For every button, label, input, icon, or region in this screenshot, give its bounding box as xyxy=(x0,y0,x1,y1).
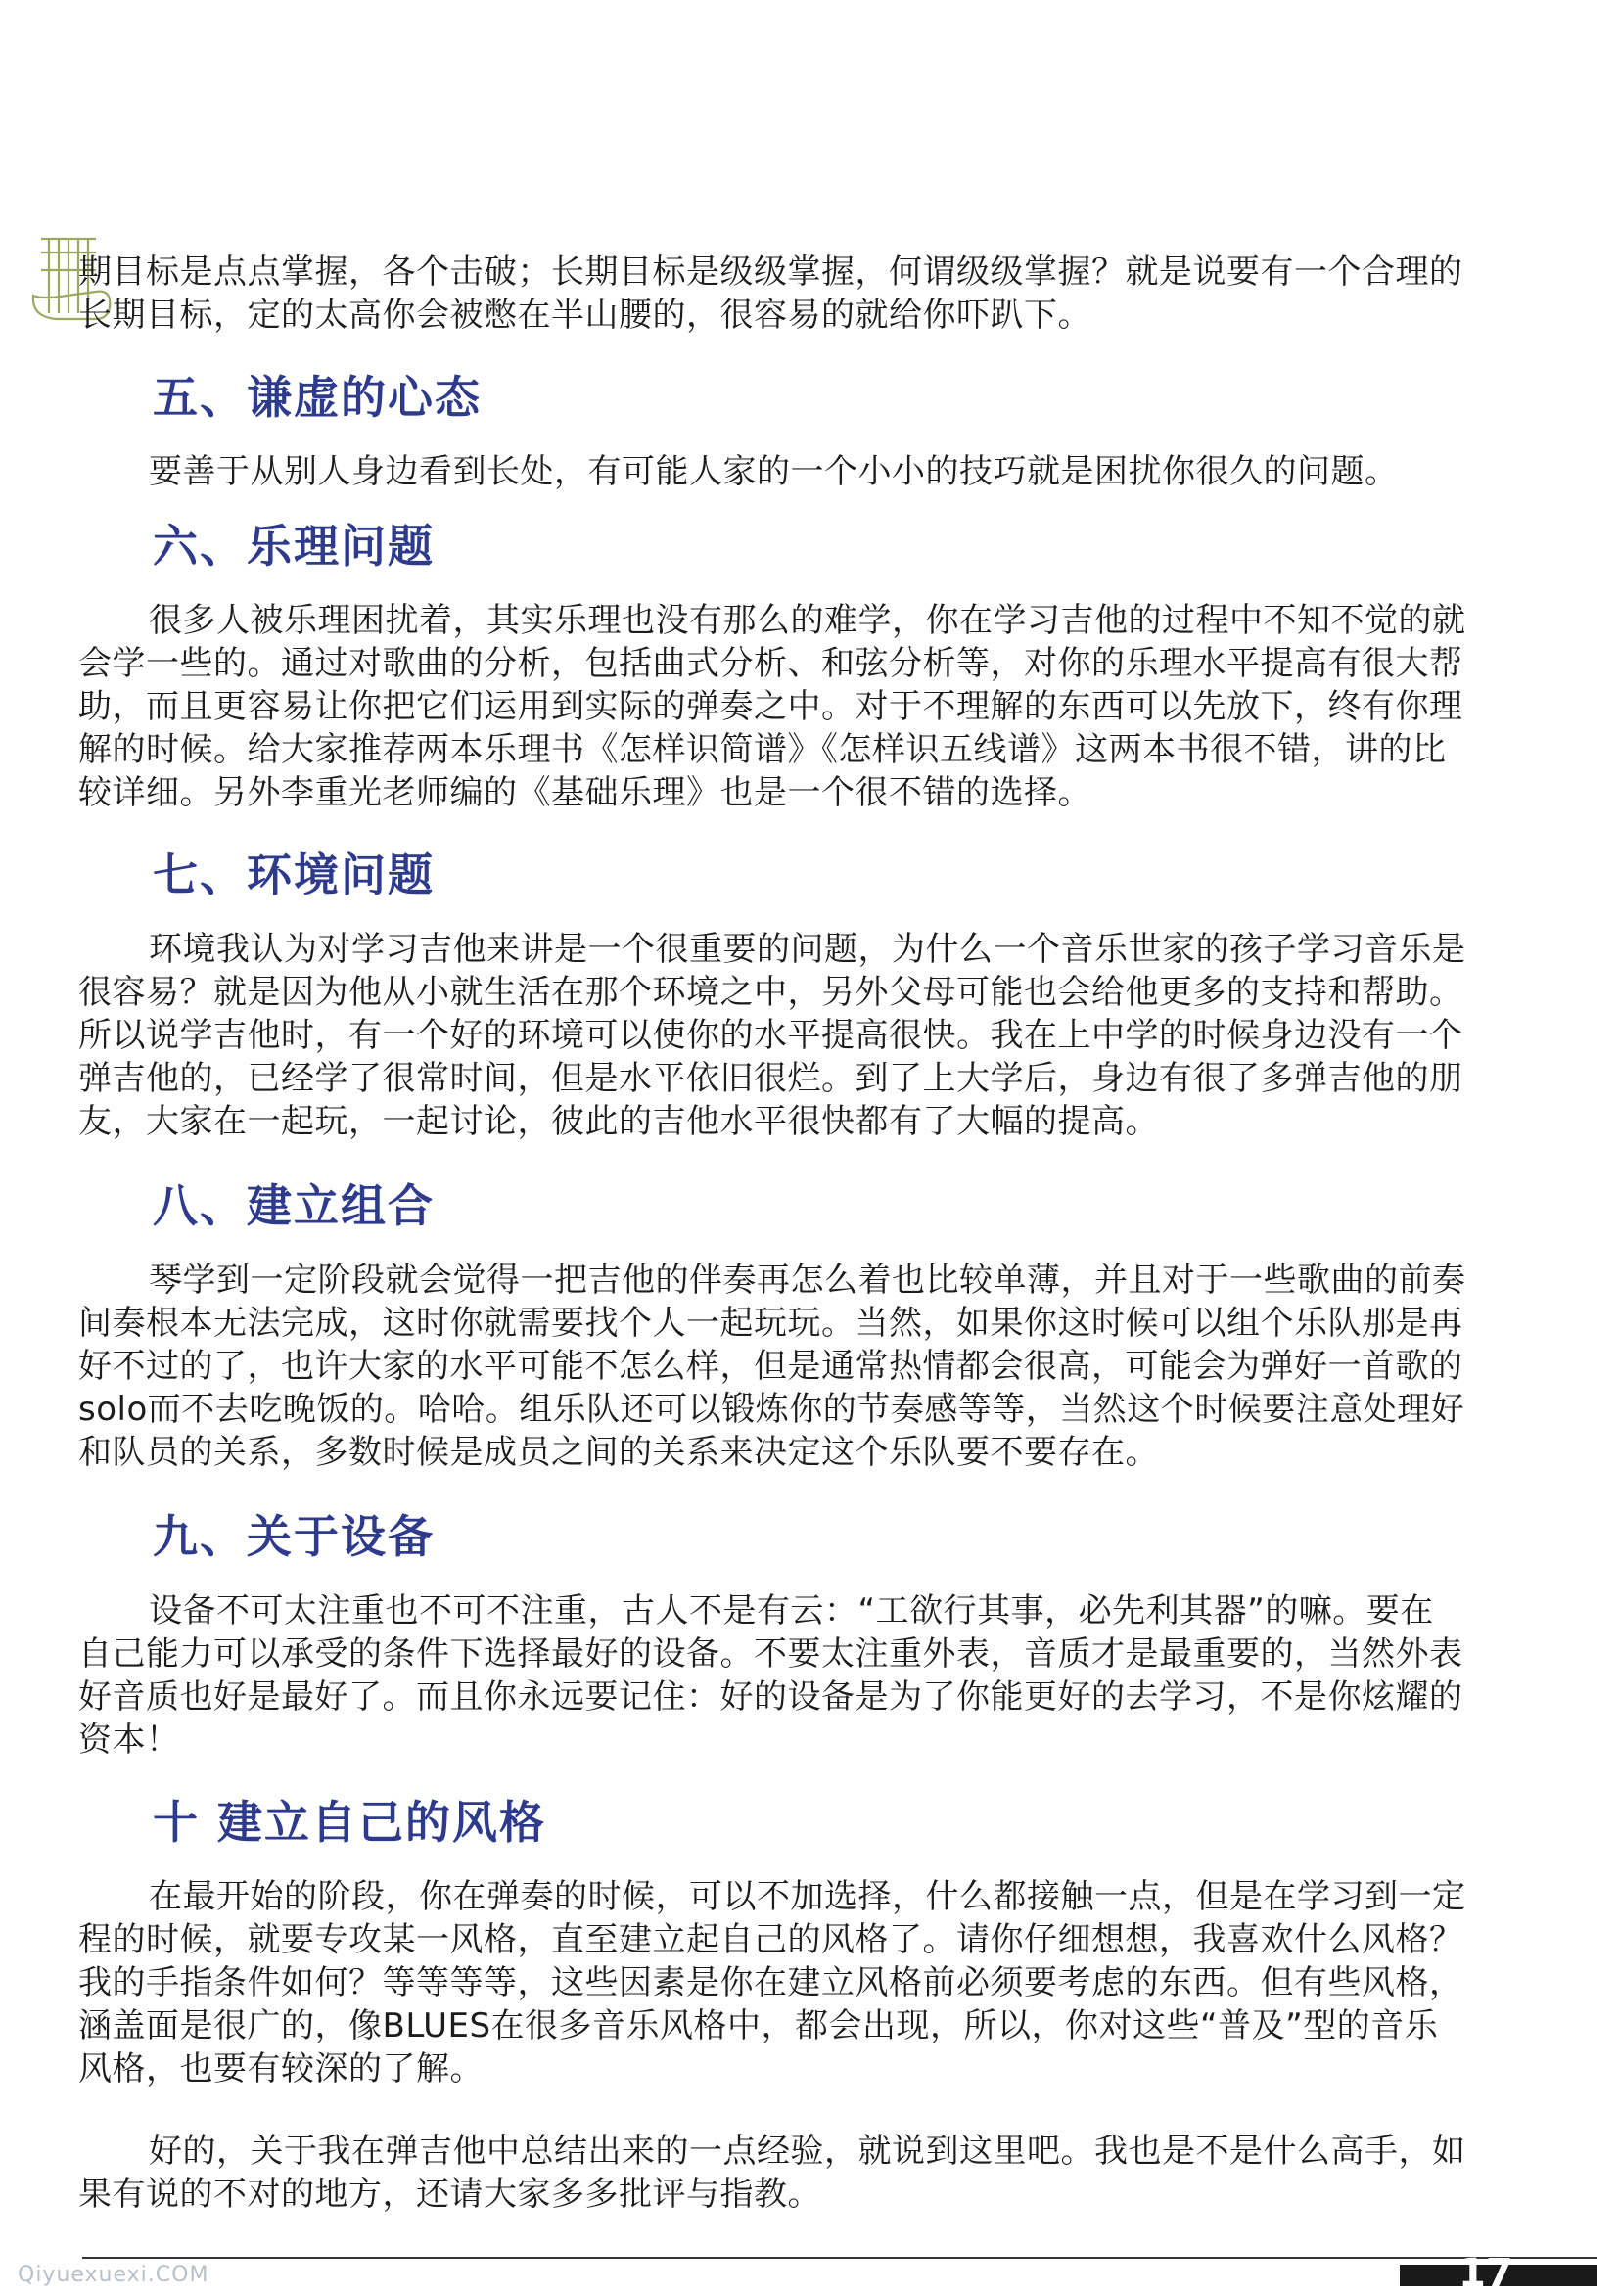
paragraph-line: 会学一些的。通过对歌曲的分析，包括曲式分析、和弦分析等，对你的乐理水平提高有很大帮 xyxy=(78,644,1463,683)
paragraph-line: 要善于从别人身边看到长处，有可能人家的一个小小的技巧就是困扰你很久的问题。 xyxy=(149,452,1399,491)
section-heading-equipment: 九、关于设备 xyxy=(153,1510,435,1563)
paragraph-line: 好的，关于我在弹吉他中总结出来的一点经验，就说到这里吧。我也是不是什么高手，如 xyxy=(149,2132,1466,2171)
paragraph-line: 助，而且更容易让你把它们运用到实际的弹奏之中。对于不理解的东西可以先放下，终有你理 xyxy=(78,687,1463,726)
section-paragraph xyxy=(78,450,1547,493)
paragraph-line: 琴学到一定阶段就会觉得一把吉他的伴奏再怎么着也比较单薄，并且对于一些歌曲的前奏 xyxy=(149,1261,1466,1300)
section-heading-environment: 七、环境问题 xyxy=(153,849,435,901)
section-paragraph xyxy=(78,1589,1547,1762)
watermark: Qiyuexuexi.COM xyxy=(18,2263,209,2287)
section-heading-humble-attitude: 五、谦虚的心态 xyxy=(153,371,482,424)
section-paragraph xyxy=(78,599,1547,814)
closing-paragraph xyxy=(78,2130,1547,2216)
paragraph-line: 程的时候，就要专攻某一风格，直至建立起自己的风格了。请你仔细想想，我喜欢什么风格？ xyxy=(78,1920,1463,1959)
section-heading-form-band: 八、建立组合 xyxy=(153,1179,435,1232)
paragraph-line: 很容易？就是因为他从小就生活在那个环境之中，另外父母可能也会给他更多的支持和帮助。 xyxy=(78,973,1463,1012)
paragraph-line: 在最开始的阶段，你在弹奏的时候，可以不加选择，什么都接触一点，但是在学习到一定 xyxy=(149,1877,1466,1916)
intro-line: 期目标是点点掌握，各个击破；长期目标是级级掌握，何谓级级掌握？就是说要有一个合理的 xyxy=(78,253,1463,292)
page-number: 17 xyxy=(1458,2251,1513,2296)
paragraph-line: 所以说学吉他时，有一个好的环境可以使你的水平提高很快。我在上中学的时候身边没有一个 xyxy=(78,1016,1463,1055)
paragraph-line: 弹吉他的，已经学了很常时间，但是水平依旧很烂。到了上大学后，身边有很了多弹吉他的朋 xyxy=(78,1059,1463,1098)
paragraph-line: 设备不可太注重也不可不注重，古人不是有云：“工欲行其事，必先利其器”的嘛。要在 xyxy=(149,1591,1434,1630)
paragraph-line: 环境我认为对学习吉他来讲是一个很重要的问题，为什么一个音乐世家的孩子学习音乐是 xyxy=(149,930,1466,969)
intro-paragraph xyxy=(78,251,1547,337)
paragraph-line: 自己能力可以承受的条件下选择最好的设备。不要太注重外表，音质才是最重要的，当然外表 xyxy=(78,1634,1463,1674)
paragraph-line: 和队员的关系，多数时候是成员之间的关系来决定这个乐队要不要存在。 xyxy=(78,1433,1159,1472)
paragraph-line: 好不过的了，也许大家的水平可能不怎么样，但是通常热情都会很高，可能会为弹好一首歌的 xyxy=(78,1347,1463,1386)
section-paragraph xyxy=(78,1259,1547,1474)
paragraph-line: solo而不去吃晚饭的。哈哈。组乐队还可以锻炼你的节奏感等等，当然这个时候要注意处理好 xyxy=(78,1390,1465,1429)
paragraph-line: 好音质也好是最好了。而且你永远要记住：好的设备是为了你能更好的去学习，不是你炫耀的 xyxy=(78,1677,1463,1717)
section-heading-own-style: 十 建立自己的风格 xyxy=(153,1796,547,1849)
paragraph-line: 间奏根本无法完成，这时你就需要找个人一起玩玩。当然，如果你这时候可以组个乐队那是再 xyxy=(78,1304,1463,1343)
footer-divider xyxy=(82,2257,1597,2259)
paragraph-line: 风格，也要有较深的了解。 xyxy=(78,2049,484,2089)
paragraph-line: 解的时候。给大家推荐两本乐理书《怎样识简谱》《怎样识五线谱》这两本书很不错，讲的比 xyxy=(78,730,1447,769)
paragraph-line: 很多人被乐理困扰着，其实乐理也没有那么的难学，你在学习吉他的过程中不知不觉的就 xyxy=(149,601,1466,640)
section-heading-music-theory: 六、乐理问题 xyxy=(153,520,435,573)
section-paragraph xyxy=(78,928,1547,1143)
intro-line: 长期目标，定的太高你会被憋在半山腰的，很容易的就给你吓趴下。 xyxy=(78,296,1091,335)
paragraph-line: 友，大家在一起玩，一起讨论，彼此的吉他水平很快都有了大幅的提高。 xyxy=(78,1102,1159,1141)
paragraph-line: 果有说的不对的地方，还请大家多多批评与指教。 xyxy=(78,2175,821,2214)
paragraph-line: 较详细。另外李重光老师编的《基础乐理》也是一个很不错的选择。 xyxy=(78,773,1091,812)
paragraph-line: 涵盖面是很广的，像BLUES在很多音乐风格中，都会出现，所以，你对这些“普及”型的音乐 xyxy=(78,2006,1439,2045)
paragraph-line: 我的手指条件如何？等等等等，这些因素是你在建立风格前必须要考虑的东西。但有些风格， xyxy=(78,1963,1463,2002)
section-paragraph xyxy=(78,1875,1547,2090)
paragraph-line: 资本！ xyxy=(78,1721,180,1760)
